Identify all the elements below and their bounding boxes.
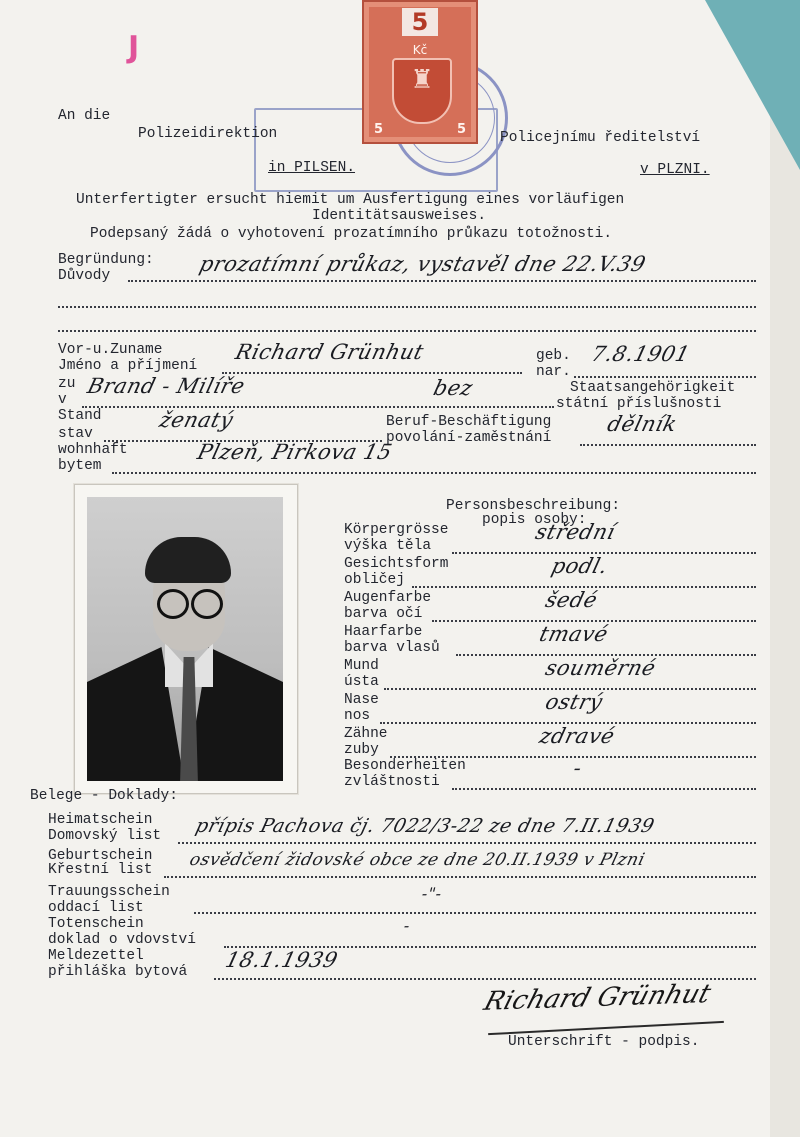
addressee: An die: [58, 108, 111, 124]
doc-2-label-de: Geburtschein: [48, 848, 153, 864]
revenue-stamp-corner-right: 5: [456, 122, 466, 137]
reason-label-cs: Důvody: [58, 268, 111, 284]
doc-4-label-cs: doklad o vdovství: [48, 932, 196, 948]
reason-dotted-line-2: [58, 306, 756, 308]
hair-label-cs: barva vlasů: [344, 640, 440, 656]
nationality-label-de: Staatsangehörigkeit: [570, 380, 736, 396]
doc-4-value: -: [401, 916, 413, 935]
name-label-cs: Jméno a příjmení: [58, 358, 198, 374]
reason-dotted-line-3: [58, 330, 756, 332]
revenue-stamp-currency: Kč: [412, 43, 428, 57]
city-de: in PILSEN.: [268, 160, 356, 176]
height-value: střední: [533, 520, 618, 544]
city-cs: v PLZNI.: [640, 162, 710, 178]
occupation-label-de: Beruf-Beschäftigung: [386, 414, 552, 430]
request-cs: Podepsaný žádá o vyhotovení prozatímního průkazu totožnosti.: [90, 226, 613, 242]
name-label-de: Vor-u.Zuname: [58, 342, 163, 358]
doc-1-label-cs: Domovský list: [48, 828, 162, 844]
face-label-cs: obličej: [344, 572, 405, 588]
nationality-value: bez: [431, 376, 476, 400]
portrait-glasses-right: [191, 589, 223, 619]
face-value: podl.: [549, 554, 611, 578]
reason-label-de: Begründung:: [58, 252, 154, 268]
features-value: -: [571, 756, 585, 780]
born-dotted-line: [574, 376, 756, 378]
portrait-glasses-left: [157, 589, 189, 619]
hair-label-de: Haarfarbe: [344, 624, 423, 640]
request-de-line-1: Unterfertigter ersucht hiemit um Ausfertigung eines vorläufigen: [76, 192, 625, 208]
doc-2-dotted-line: [164, 876, 756, 878]
occupation-label-cs: povolání-zaměstnání: [386, 430, 552, 446]
portrait-hair: [145, 537, 231, 583]
height-label-de: Körpergrösse: [344, 522, 449, 538]
residence-value: Plzeň, Pirkova 15: [195, 440, 395, 464]
doc-2-value: osvědčení židovské obce ze dne 20.II.1939 v Plzni: [187, 850, 648, 870]
features-label-cs: zvláštnosti: [344, 774, 440, 790]
name-value: Richard Grünhut: [233, 340, 427, 364]
face-label-de: Gesichtsform: [344, 556, 449, 572]
mouth-label-cs: ústa: [344, 674, 379, 690]
reason-value: prozatímní průkaz, vystavěl dne 22.V.39: [197, 252, 649, 276]
status-label-de: Stand: [58, 408, 102, 424]
portrait-image: [87, 497, 283, 781]
request-de-line-2: Identitätsausweises.: [312, 208, 487, 224]
place-label-cs: v: [58, 392, 67, 408]
description-heading-cs: popis osoby:: [482, 512, 587, 528]
teeth-value: zdravé: [537, 724, 618, 748]
eyes-label-cs: barva očí: [344, 606, 423, 622]
doc-3-label-cs: oddací list: [48, 900, 144, 916]
doc-3-value: -"-: [419, 884, 445, 903]
residence-dotted-line: [112, 472, 756, 474]
born-label-cs: nar.: [536, 364, 571, 380]
teeth-label-cs: zuby: [344, 742, 379, 758]
status-value: ženatý: [157, 408, 236, 432]
description-heading-de: Personsbeschreibung:: [446, 498, 621, 514]
status-label-cs: stav: [58, 426, 93, 442]
residence-label-cs: bytem: [58, 458, 102, 474]
features-label-de: Besonderheiten: [344, 758, 466, 774]
doc-1-label-de: Heimatschein: [48, 812, 153, 828]
applicant-signature: Richard Grünhut: [480, 979, 715, 1017]
doc-1-dotted-line: [178, 842, 756, 844]
occupation-dotted-line: [580, 444, 756, 446]
nose-label-cs: nos: [344, 708, 371, 724]
doc-3-dotted-line: [194, 912, 756, 914]
place-label-de: zu: [58, 376, 76, 392]
nose-value: ostrý: [543, 690, 606, 714]
features-dotted-line: [452, 788, 756, 790]
place-dotted-line: [82, 406, 554, 408]
mouth-value: souměrné: [543, 656, 659, 680]
hair-value: tmavé: [537, 622, 611, 646]
teeth-label-de: Zähne: [344, 726, 388, 742]
pink-letter-mark: J: [128, 30, 140, 65]
applicant-photo: [74, 484, 298, 794]
doc-5-label-cs: přihláška bytová: [48, 964, 188, 980]
doc-1-value: přípis Pachova čj. 7022/3-22 ze dne 7.II.1939: [193, 815, 657, 837]
occupation-value: dělník: [605, 412, 680, 436]
nose-label-de: Nase: [344, 692, 379, 708]
eyes-label-de: Augenfarbe: [344, 590, 432, 606]
revenue-stamp-value: 5: [402, 8, 438, 36]
signature-label: Unterschrift - podpis.: [508, 1034, 700, 1050]
mouth-label-de: Mund: [344, 658, 379, 674]
authority-cs: Policejnímu ředitelství: [500, 130, 701, 146]
eyes-value: šedé: [543, 588, 601, 612]
reason-dotted-line: [128, 280, 756, 282]
coat-of-arms-icon: [392, 58, 452, 124]
nationality-label-cs: státní příslušnosti: [556, 396, 722, 412]
height-label-cs: výška těla: [344, 538, 432, 554]
name-dotted-line: [222, 372, 522, 374]
doc-3-label-de: Trauungsschein: [48, 884, 170, 900]
place-value: Brand - Milíře: [85, 374, 248, 398]
doc-5-value: 18.1.1939: [223, 948, 341, 972]
born-label-de: geb.: [536, 348, 571, 364]
revenue-stamp: [362, 0, 478, 144]
doc-4-label-de: Totenschein: [48, 916, 144, 932]
residence-label-de: wohnhaft: [58, 442, 128, 458]
doc-2-label-cs: Křestní list: [48, 862, 153, 878]
authority-de: Polizeidirektion: [138, 126, 278, 142]
born-value: 7.8.1901: [589, 342, 693, 366]
revenue-stamp-corner-left: 5: [374, 122, 384, 137]
documents-heading: Belege - Doklady:: [30, 788, 178, 804]
doc-5-label-de: Meldezettel: [48, 948, 144, 964]
